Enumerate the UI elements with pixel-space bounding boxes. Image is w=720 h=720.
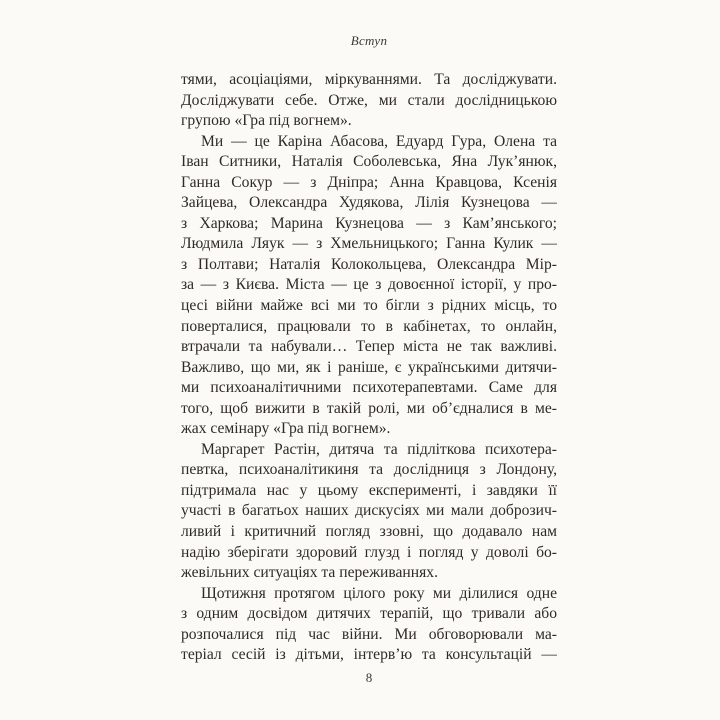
text-line: з Харкова; Марина Кузнецова — з Кам’янського; [181, 214, 557, 232]
text-line: надію зберігати здоровий глузд і погляд у доволі бо- [181, 543, 557, 561]
running-header: Вступ [350, 33, 388, 48]
text-line: ливий і критичний погляд ззовні, що додавало нам [181, 523, 557, 541]
text-line: Людмила Ляук — з Хмельницького; Ганна Кулик — [181, 235, 557, 253]
text-line: Зайцева, Олександра Худякова, Лілія Кузнецова — [181, 194, 557, 212]
text-line: участі в багатьох наших дискусіях ми мали доброзич- [181, 502, 557, 520]
text-line: з Полтави; Наталія Колокольцева, Олександра Мір- [181, 255, 557, 273]
text-line: жах семінару «Гра під вогнем». [181, 420, 391, 438]
text-line: Досліджувати себе. Отже, ми стали дослідницькою [181, 91, 557, 109]
text-line: того, щоб вижити в такій ролі, ми об’єдналися в ме- [181, 399, 557, 417]
text-line: Маргарет Растін, дитяча та підліткова психотера- [201, 440, 557, 458]
text-line: теріал сесій із дітьми, інтерв’ю та консультацій — [181, 646, 557, 664]
text-line: Щотижня протягом цілого року ми ділилися одне [201, 584, 557, 602]
text-line: Ганна Сокур — з Дніпра; Анна Кравцова, Ксенія [181, 173, 557, 191]
text-line: підтримала нас у цьому експерименті, і завдяки її [181, 481, 557, 499]
text-line: поверталися, працювали то в кабінетах, то онлайн, [181, 317, 557, 335]
text-line: цесі війни майже всі ми то бігли з рідних місць, то [181, 297, 557, 315]
text-line: ми психоаналітичними психотерапевтами. Саме для [181, 379, 557, 397]
text-line: Ми — це Каріна Абасова, Едуард Гура, Олена та [201, 132, 557, 150]
text-line: жевільних ситуаціях та переживаннях. [181, 564, 438, 582]
text-line: розпочалися під час війни. Ми обговорювали ма- [181, 625, 557, 643]
text-line: втрачали та набували… Тепер міста не так важливі. [181, 338, 557, 356]
page-number: 8 [365, 670, 373, 685]
text-line: Важливо, що ми, як і раніше, є українськими дитячи- [181, 358, 557, 376]
text-line: певтка, психоаналітикиня та дослідниця з Лондону, [181, 461, 557, 479]
page-body [181, 70, 557, 666]
text-line: з одним досвідом дитячих терапій, що тривали або [181, 605, 557, 623]
text-line: групою «Гра під вогнем». [181, 112, 352, 130]
text-line: за — з Києва. Міста — це з довоєнної історії, у про- [181, 276, 557, 294]
text-line: тями, асоціаціями, міркуваннями. Та досліджувати. [181, 71, 557, 88]
text-line: Іван Ситники, Наталія Соболевська, Яна Лук’янюк, [181, 153, 557, 171]
